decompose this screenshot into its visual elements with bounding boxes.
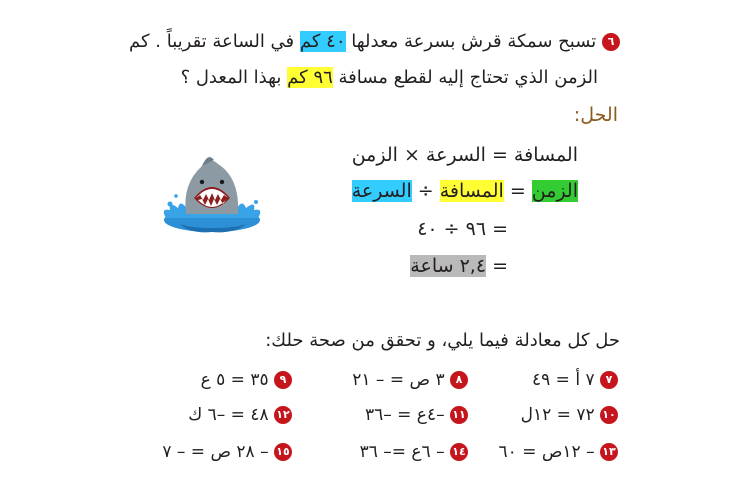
exercise-equation: ٧ أ = ٤٩ (532, 370, 595, 390)
problem-line-1 (129, 31, 620, 52)
exercise-number-badge: ١٢ (274, 406, 292, 424)
exercise-8 (352, 370, 468, 390)
substitution-line: = ٩٦ ÷ ٤٠ (417, 218, 508, 240)
exercise-equation: ٧٢ = ١٢ل (520, 405, 595, 425)
exercise-12 (188, 405, 292, 425)
problem-line-2 (181, 67, 598, 88)
shark-icon (160, 148, 264, 240)
formula-line: المسافة = السرعة × الزمن (351, 144, 578, 166)
exercises-instruction: حل كل معادلة فيما يلي، و تحقق من صحة حلك: (265, 330, 620, 351)
rearranged-formula (352, 180, 578, 202)
problem-text-1a: تسبح سمكة قرش بسرعة معدلها (345, 31, 597, 52)
exercise-number-badge: ٨ (450, 371, 468, 389)
exercise-equation: – ١٢ص = ٦٠ (498, 442, 595, 462)
exercise-equation: ٤٨ = –٦ ك (188, 405, 269, 425)
problem-number-badge: ٦ (602, 33, 620, 51)
exercise-equation: – ٢٨ ص = – ٧ (162, 442, 269, 462)
time-highlight: الزمن (531, 180, 578, 202)
exercise-number-badge: ١٣ (600, 443, 618, 461)
exercise-equation: ٣ ص = – ٢١ (352, 370, 445, 390)
exercise-number-badge: ١٠ (600, 406, 618, 424)
exercise-15 (162, 442, 292, 462)
equals-sign: = (503, 180, 532, 202)
problem-text-2a: الزمن الذي تحتاج إليه لقطع مسافة (332, 67, 598, 88)
shark-illustration (160, 148, 264, 240)
exercise-equation: –٤ع = –٣٦ (364, 405, 445, 425)
exercise-equation: – ٦ع =– ٣٦ (359, 442, 445, 462)
exercise-9 (201, 370, 292, 390)
exercise-number-badge: ١٥ (274, 443, 292, 461)
exercise-number-badge: ٧ (600, 371, 618, 389)
speed-highlight: ٤٠ كم (299, 31, 346, 52)
exercise-11 (365, 405, 468, 425)
exercise-14 (360, 442, 468, 462)
exercise-number-badge: ١١ (450, 406, 468, 424)
answer-line (410, 255, 508, 277)
exercise-number-badge: ١٤ (450, 443, 468, 461)
speed-term-highlight: السرعة (351, 180, 412, 202)
problem-text-2b: بهذا المعدل ؟ (180, 67, 288, 88)
exercise-number-badge: ٩ (274, 371, 292, 389)
problem-text-1b: في الساعة تقريباً . كم (129, 31, 300, 52)
answer-highlight: ٢,٤ ساعة (410, 255, 487, 277)
exercise-equation: ٣٥ = ٥ ع (200, 370, 269, 390)
exercise-7 (532, 370, 618, 390)
exercise-10 (521, 405, 618, 425)
distance-term-highlight: المسافة (439, 180, 504, 202)
solution-label: الحل: (573, 104, 618, 126)
answer-equals: = (486, 255, 508, 277)
distance-highlight: ٩٦ كم (287, 67, 333, 88)
exercise-13 (499, 442, 618, 462)
divide-sign: ÷ (411, 180, 440, 202)
